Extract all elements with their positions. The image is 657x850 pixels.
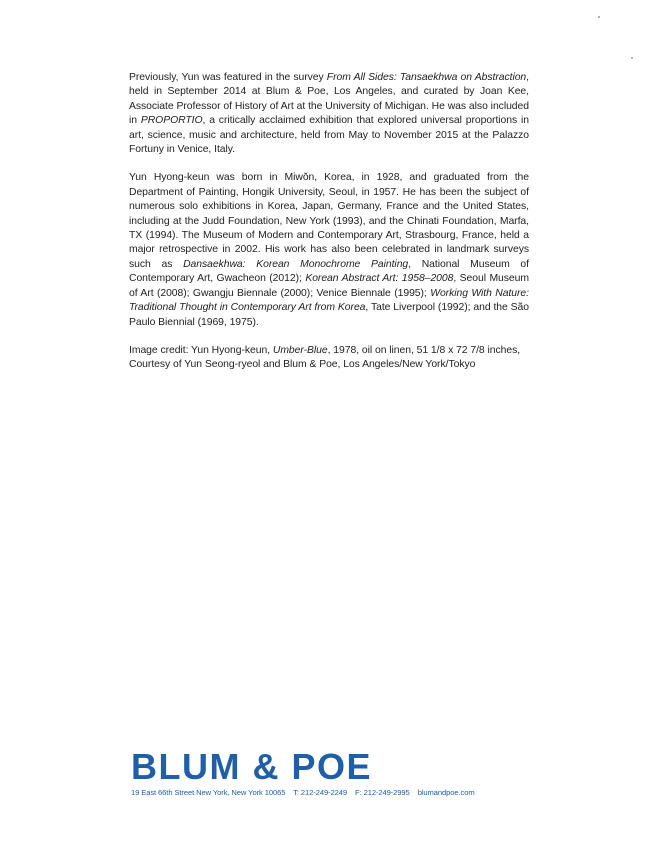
text-span: Image credit: Yun Hyong-keun, bbox=[129, 344, 273, 356]
exhibition-title: Korean Abstract Art: 1958–2008 bbox=[305, 273, 454, 285]
exhibition-title: Dansaekhwa: Korean Monochrome Painting bbox=[183, 258, 409, 270]
paragraph-biography bbox=[129, 171, 529, 329]
scan-speck bbox=[631, 57, 633, 59]
address-text: 19 East 66th Street New York, New York 10065 bbox=[131, 788, 286, 797]
paragraph-image-credit bbox=[129, 344, 529, 373]
artwork-title: Umber-Blue bbox=[272, 344, 328, 356]
scan-speck bbox=[598, 16, 600, 18]
text-span: Previously, Yun was featured in the survey bbox=[129, 72, 327, 83]
text-span: Yun Hyong-keun was born in Miwŏn, Korea, in 1928, and graduated from the Department of Painting, Hongik University, Seoul, in 1957. He has been the subject of numerous solo exhibitions in Korea, Japan, Germany, France and the United States, including at the Judd Foundation, New York (1993), and the Chinati Foundation, Marfa, TX (1994). The Museum of Modern and Contemporary Art, Strasbourg, France, held a major retrospective in 2002. His work has also been celebrated in landmark surveys such as bbox=[129, 172, 529, 270]
letterhead-footer bbox=[131, 746, 531, 798]
text-span: , 1978, oil on linen, 51 1/8 x 72 7/8 inches, Courtesy of Yun Seong-ryeol and Blum & Poe, Los Angeles/New York/Tokyo bbox=[129, 344, 521, 371]
gallery-logo: BLUM & POE bbox=[131, 746, 373, 787]
phone-text: T: 212-249-2249 bbox=[293, 788, 348, 797]
text-span: , held in September 2014 at Blum & Poe, Los Angeles, and curated by Joan Kee, Associate Professor of History of Art at the University of Michigan. He was also included in bbox=[129, 72, 529, 127]
press-release-body bbox=[129, 71, 529, 387]
fax-text: F: 212-249-2995 bbox=[355, 788, 410, 797]
exhibition-title: PROPORTIO bbox=[140, 115, 203, 127]
text-span: , National Museum of Contemporary Art, Gwacheon (2012); bbox=[129, 258, 529, 285]
website-link[interactable]: blumandpoe.com bbox=[417, 788, 475, 797]
contact-line bbox=[131, 788, 531, 798]
paragraph-previous-exhibitions bbox=[129, 71, 529, 157]
exhibition-title: From All Sides: Tansaekhwa on Abstraction bbox=[326, 72, 527, 83]
exhibition-title: Working With Nature: Traditional Thought in Contemporary Art from Korea bbox=[129, 287, 529, 314]
text-span: , a critically acclaimed exhibition that explored universal proportions in art, science, music and architecture, held from May to November 2015 at the Palazzo Fortuny in Venice, Italy. bbox=[129, 115, 529, 156]
text-span: , Tate Liverpool (1992); and the São Paulo Biennial (1969, 1975). bbox=[129, 302, 530, 328]
text-span: , Seoul Museum of Art (2008); Gwangju Biennale (2000); Venice Biennale (1995); bbox=[129, 273, 529, 299]
